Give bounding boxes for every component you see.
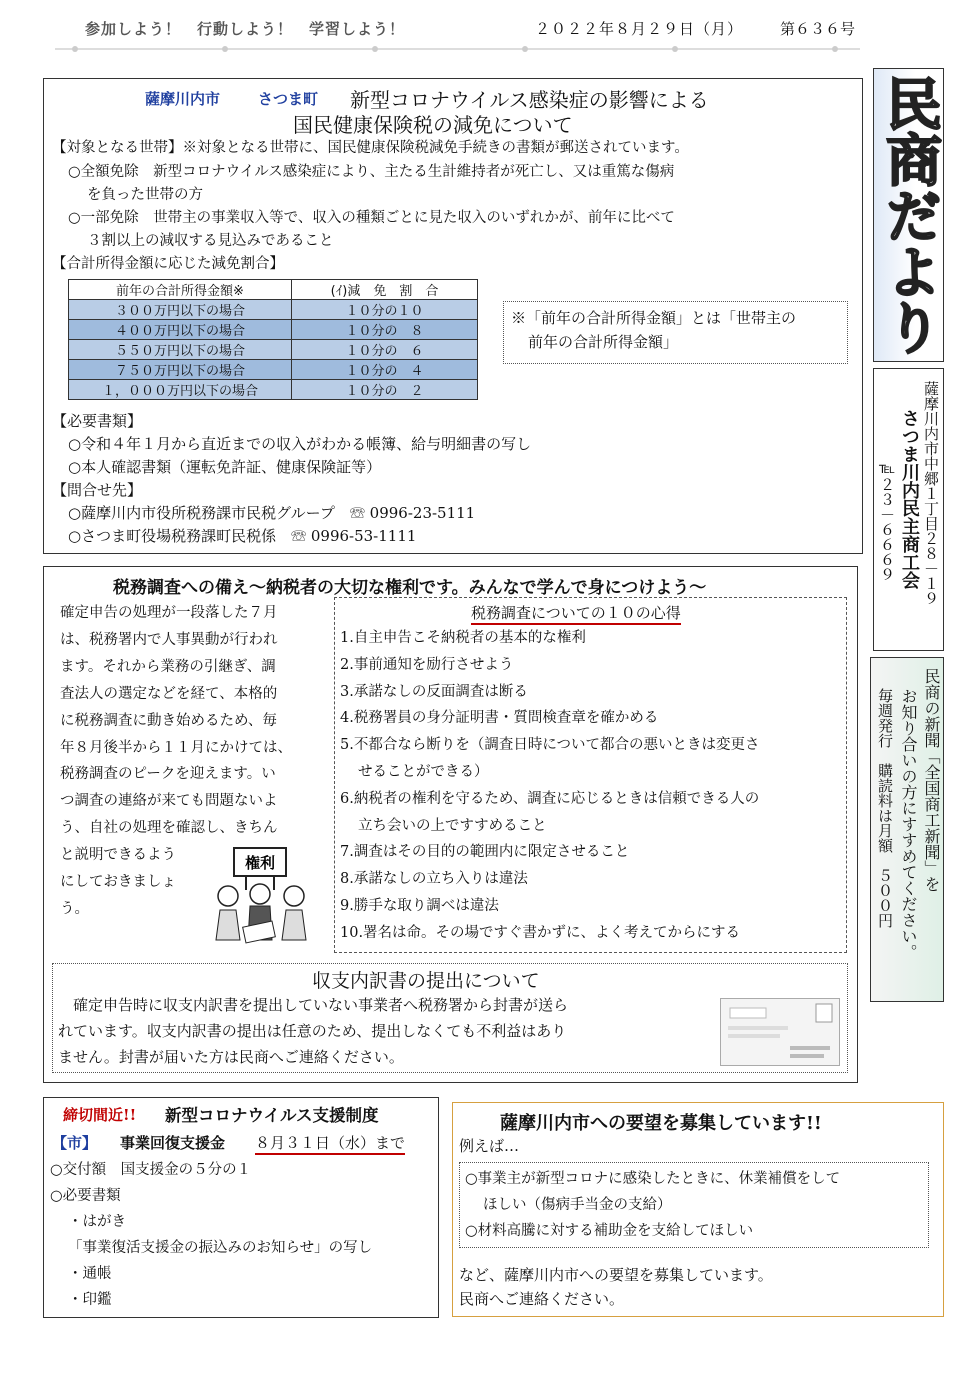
- audit-rules-title: 税務調査についての１０の心得: [471, 602, 681, 625]
- tax-relief-place1: 薩摩川内市: [145, 90, 221, 108]
- audit-rules-list: [340, 625, 760, 947]
- income-note-line2: 前年の合計所得金額」: [528, 333, 679, 351]
- audit-body-line: 税務調査のピークを迎えます。い: [60, 766, 276, 783]
- income-note-line1: ※「前年の合計所得金額」とは「世帯主の: [511, 309, 797, 327]
- support-line: 「事業復活支援金の振込みのお知らせ」の写し: [68, 1240, 373, 1256]
- contact-heading: 【問合せ先】: [52, 481, 143, 499]
- table-header-income: 前年の合計所得金額※: [69, 280, 292, 300]
- envelope-image: [720, 998, 840, 1066]
- docs-heading: 【必要書類】: [52, 412, 143, 430]
- requests-example: 例えば…: [459, 1137, 520, 1155]
- newspaper-ad-line1: 民商の新聞「全国商工新聞」を: [922, 668, 941, 892]
- support-deadline: ８月３１日（水）まで: [255, 1132, 405, 1155]
- doc-item-2: ○本人確認書類（運転免許証、健康保険証等）: [68, 458, 382, 476]
- table-cell-rate: １０分の ４: [292, 360, 478, 380]
- support-line: ・印鑑: [68, 1292, 112, 1308]
- request-item: ○材料高騰に対する補助金を支給してほしい: [465, 1223, 754, 1239]
- table-header-rate: (ｲ)減 免 割 合: [292, 280, 478, 300]
- request-item: ○事業主が新型コロナに感染したときに、休業補償をして: [465, 1171, 841, 1187]
- audit-body-line: つ調査の連絡が来ても問題ないよ: [60, 793, 278, 810]
- breakdown-line: ません。封書が届いた方は民商へご連絡ください。: [58, 1048, 404, 1066]
- audit-body-line: は、税務署内で人事異動が行われ: [60, 631, 278, 648]
- rights-sign-label: 権利: [244, 854, 276, 872]
- audit-body-line: う。: [60, 900, 89, 917]
- support-line: ・はがき: [68, 1214, 126, 1230]
- audit-rule-item: 5.不都合なら断りを（調査日時について都合の悪いときは変更さ: [340, 737, 760, 754]
- breakdown-title: 収支内訳書の提出について: [312, 970, 540, 992]
- tax-relief-partial-1: ○一部免除 世帯主の事業収入等で、収入の種類ごとに見た収入のいずれかが、前年に比べて: [68, 210, 675, 226]
- support-details: [50, 1157, 372, 1313]
- audit-body-line: に税務調査に動き始めるため、毎: [60, 712, 277, 729]
- rights-illustration: [206, 840, 318, 946]
- masthead-org: さつま川内民主商工会: [899, 409, 920, 589]
- breakdown-line: れています。収支内訳書の提出は任意のため、提出しなくても不利益はあり: [58, 1022, 567, 1040]
- page-header: [55, 14, 855, 36]
- breakdown-line: 確定申告時に収支内訳書を提出していない事業者へ税務署から封書が送ら: [58, 996, 569, 1014]
- requests-closing-1: など、薩摩川内市への要望を募集しています。: [459, 1266, 773, 1284]
- audit-rule-item: 1.自主申告こそ納税者の基本的な権利: [340, 630, 586, 646]
- table-cell-rate: １０分の ６: [292, 340, 478, 360]
- tax-relief-title1: 新型コロナウイルス感染症の影響による: [350, 88, 709, 112]
- table-cell-rate: １０分の１０: [292, 300, 478, 320]
- table-cell-income: ５５０万円以下の場合: [69, 340, 292, 360]
- audit-body-line: う、自社の処理を確認し、きちん: [60, 820, 278, 837]
- support-line: ○交付額 国支援金の５分の１: [50, 1162, 252, 1178]
- masthead-address: 薩摩川内市中郷１丁目２８－１９: [922, 381, 940, 606]
- audit-body-line: にしておきましょ: [60, 874, 176, 891]
- audit-rule-item: 8.承諾なしの立ち入りは違法: [340, 871, 528, 888]
- table-cell-income: １，０００万円以下の場合: [69, 380, 292, 400]
- audit-rule-item: 立ち会いの上ですすめること: [358, 817, 547, 834]
- requests-closing-2: 民商へご連絡ください。: [459, 1290, 625, 1308]
- header-slogan: 参加しよう！ 行動しよう！ 学習しよう！: [85, 20, 406, 38]
- table-cell-income: ４００万円以下の場合: [69, 320, 292, 340]
- audit-body-line: ます。それから業務の引継ぎ、調: [60, 658, 276, 675]
- tax-relief-target: 【対象となる世帯】※対象となる世帯に、国民健康保険税減免手続きの書類が郵送されています。: [52, 140, 689, 156]
- newspaper-ad-box: [870, 657, 944, 1002]
- audit-rule-item: 9.勝手な取り調べは違法: [340, 897, 499, 914]
- audit-rule-item: 10.署名は命。その場ですぐ書かずに、よく考えてからにする: [340, 924, 741, 941]
- support-deadline-badge: 締切間近!!: [63, 1106, 137, 1124]
- masthead-contact-box: [873, 368, 944, 651]
- masthead-tel: ℡２３－６６６９: [878, 459, 896, 582]
- masthead-title: 民商だより: [877, 75, 942, 355]
- header-date: ２０２２年８月２９日（月）: [535, 20, 744, 38]
- support-line: ・通帳: [68, 1266, 112, 1282]
- tax-relief-place2: さつま町: [258, 90, 319, 108]
- audit-rule-item: 6.納税者の権利を守るため、調査に応じるときは信頼できる人の: [340, 790, 760, 807]
- requests-items: [465, 1166, 840, 1244]
- support-city-tag: 【市】: [52, 1134, 98, 1152]
- support-line: ○必要書類: [50, 1188, 121, 1204]
- table-cell-rate: １０分の ２: [292, 380, 478, 400]
- masthead-title-box: [873, 68, 944, 362]
- tax-relief-ratio-heading: 【合計所得金額に応じた減免割合】: [52, 256, 284, 272]
- tax-relief-full-exempt-2: を負った世帯の方: [87, 187, 203, 203]
- support-program: 事業回復支援金: [120, 1134, 226, 1152]
- request-item: ほしい（傷病手当金の支給）: [483, 1197, 672, 1213]
- contact-item-2: ○さつま町役場税務課町民税係 ☏ 0996-53-1111: [68, 527, 417, 545]
- tax-audit-title: 税務調査への備え～納税者の大切な権利です。みんなで学んで身につけよう～: [113, 578, 707, 598]
- audit-rule-item: 4.税務署員の身分証明書・質問検査章を確かめる: [340, 710, 659, 727]
- audit-rule-item: 7.調査はその目的の範囲内に限定させること: [340, 844, 630, 861]
- doc-item-1: ○令和４年１月から直近までの収入がわかる帳簿、給与明細書の写し: [68, 435, 532, 453]
- audit-rule-item: 3.承諾なしの反面調査は断る: [340, 683, 528, 700]
- header-issue-number: 第６３６号: [780, 20, 856, 38]
- requests-title: 薩摩川内市への要望を募集しています!!: [500, 1113, 822, 1134]
- header-divider: [55, 44, 860, 54]
- newspaper-ad-line3: 毎週発行 購読料は月額 ５００円: [876, 688, 894, 928]
- newspaper-ad-line2: お知り合いの方にすすめてください。: [899, 688, 918, 960]
- breakdown-body: [58, 992, 568, 1070]
- tax-relief-partial-2: ３割以上の減収する見込みであること: [87, 233, 334, 249]
- audit-body-line: 年８月後半から１１月にかけては、: [60, 739, 292, 756]
- audit-rule-item: 2.事前通知を励行させよう: [340, 656, 514, 673]
- tax-relief-full-exempt-1: ○全額免除 新型コロナウイルス感染症により、主たる生計維持者が死亡し、又は重篤な傷病: [68, 164, 675, 180]
- support-title: 新型コロナウイルス支援制度: [165, 1106, 379, 1125]
- tax-relief-title2: 国民健康保険税の減免について: [293, 113, 573, 137]
- audit-rule-item: せることができる）: [358, 763, 489, 780]
- table-cell-income: ３００万円以下の場合: [69, 300, 292, 320]
- audit-body-line: 確定申告の処理が一段落した７月: [60, 605, 278, 621]
- reduction-rate-table: [68, 279, 478, 400]
- table-cell-rate: １０分の ８: [292, 320, 478, 340]
- audit-body-line: 査法人の選定などを経て、本格的: [60, 685, 278, 702]
- table-cell-income: ７５０万円以下の場合: [69, 360, 292, 380]
- audit-body-line: と説明できるよう: [60, 847, 176, 864]
- contact-item-1: ○薩摩川内市役所税務課市民税グループ ☏ 0996-23-5111: [68, 504, 476, 522]
